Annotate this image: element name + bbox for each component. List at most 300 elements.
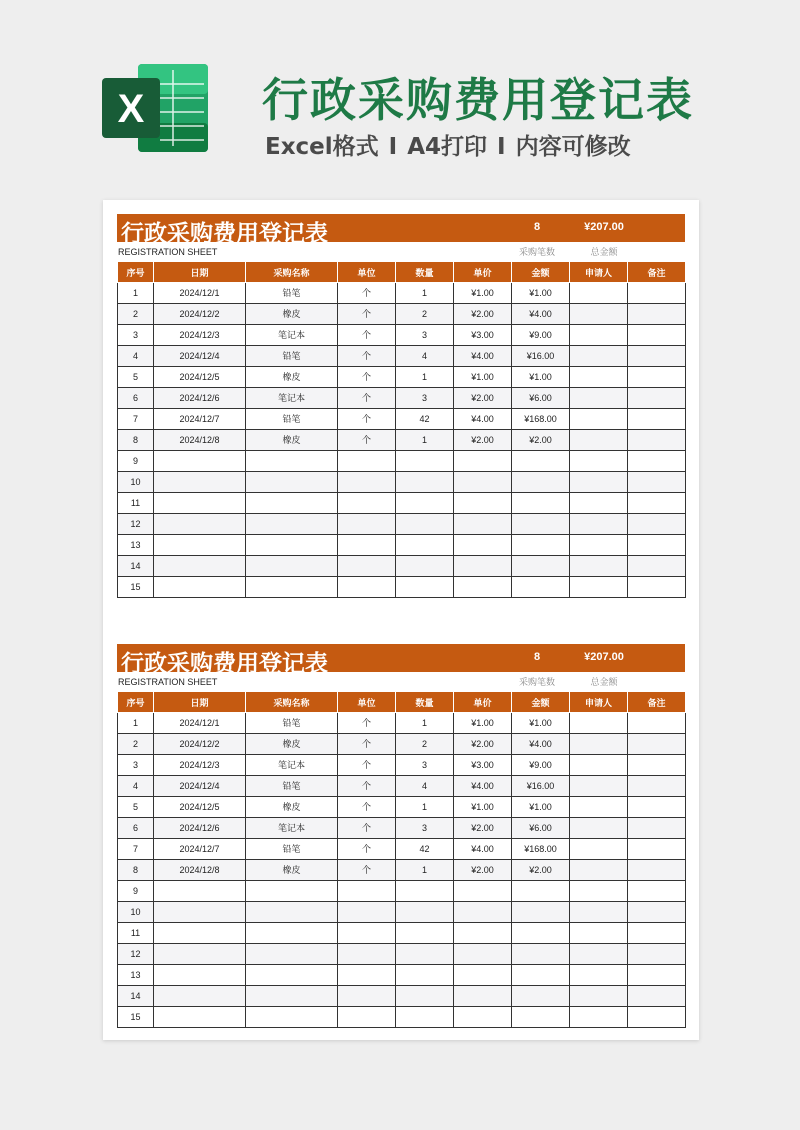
table-cell[interactable] — [628, 923, 686, 944]
table-cell[interactable] — [628, 734, 686, 755]
table-cell[interactable] — [570, 535, 628, 556]
table-cell[interactable]: 铅笔 — [246, 346, 338, 367]
table-cell[interactable] — [338, 944, 396, 965]
table-cell[interactable]: 橡皮 — [246, 734, 338, 755]
table-cell[interactable] — [396, 472, 454, 493]
table-cell[interactable]: 2024/12/5 — [154, 797, 246, 818]
table-cell[interactable]: 铅笔 — [246, 409, 338, 430]
table-row — [118, 776, 686, 797]
table-cell[interactable]: ¥1.00 — [454, 367, 512, 388]
table-cell[interactable] — [628, 346, 686, 367]
table-cell[interactable]: 8 — [118, 860, 154, 881]
table-cell[interactable] — [512, 535, 570, 556]
table-cell[interactable]: 个 — [338, 713, 396, 734]
table-cell[interactable]: 6 — [118, 818, 154, 839]
table-cell[interactable] — [246, 514, 338, 535]
table-cell[interactable] — [246, 472, 338, 493]
table-cell[interactable]: 15 — [118, 577, 154, 598]
table-cell[interactable]: 橡皮 — [246, 860, 338, 881]
table-cell[interactable] — [396, 944, 454, 965]
table-cell[interactable] — [246, 986, 338, 1007]
column-header: 数量 — [396, 262, 454, 283]
table-cell[interactable] — [570, 283, 628, 304]
table-cell[interactable]: ¥168.00 — [512, 839, 570, 860]
table-row — [118, 556, 686, 577]
table-cell[interactable] — [246, 944, 338, 965]
table-cell[interactable]: 2024/12/2 — [154, 734, 246, 755]
table-cell[interactable]: ¥2.00 — [512, 860, 570, 881]
table-cell[interactable] — [396, 1007, 454, 1028]
table-cell[interactable]: 个 — [338, 325, 396, 346]
table-cell[interactable]: 2024/12/4 — [154, 776, 246, 797]
table-cell[interactable]: 1 — [118, 283, 154, 304]
table-cell[interactable]: 1 — [396, 430, 454, 451]
table-cell[interactable]: 2 — [118, 734, 154, 755]
table-cell[interactable]: ¥4.00 — [454, 776, 512, 797]
table-cell[interactable] — [570, 493, 628, 514]
table-cell[interactable]: 铅笔 — [246, 713, 338, 734]
table-cell[interactable]: 2024/12/1 — [154, 283, 246, 304]
table-cell[interactable]: 7 — [118, 839, 154, 860]
table-cell[interactable] — [154, 535, 246, 556]
table-cell[interactable]: ¥1.00 — [512, 283, 570, 304]
table-cell[interactable] — [628, 776, 686, 797]
table-cell[interactable]: 6 — [118, 388, 154, 409]
table-cell[interactable] — [570, 923, 628, 944]
table-cell[interactable] — [396, 902, 454, 923]
table-cell[interactable] — [628, 535, 686, 556]
table-cell[interactable]: 4 — [396, 346, 454, 367]
table-cell[interactable] — [154, 965, 246, 986]
table-cell[interactable]: 铅笔 — [246, 776, 338, 797]
table-cell[interactable]: ¥1.00 — [512, 713, 570, 734]
table-cell[interactable] — [338, 965, 396, 986]
table-cell[interactable] — [338, 535, 396, 556]
table-cell[interactable] — [570, 409, 628, 430]
table-cell[interactable] — [570, 325, 628, 346]
table-cell[interactable] — [570, 776, 628, 797]
table-cell[interactable] — [628, 514, 686, 535]
table-cell[interactable]: ¥1.00 — [454, 283, 512, 304]
table-cell[interactable] — [454, 556, 512, 577]
table-cell[interactable] — [396, 514, 454, 535]
table-cell[interactable] — [628, 881, 686, 902]
table-cell[interactable]: 3 — [396, 818, 454, 839]
table-row — [118, 451, 686, 472]
table-cell[interactable]: 铅笔 — [246, 839, 338, 860]
table-cell[interactable] — [454, 451, 512, 472]
table-cell[interactable] — [454, 923, 512, 944]
table-cell[interactable] — [628, 986, 686, 1007]
table-cell[interactable]: 1 — [396, 367, 454, 388]
table-cell[interactable]: 2 — [396, 304, 454, 325]
table-cell[interactable]: ¥6.00 — [512, 818, 570, 839]
table-cell[interactable]: 个 — [338, 346, 396, 367]
table-cell[interactable] — [454, 472, 512, 493]
table-cell[interactable]: 13 — [118, 965, 154, 986]
table-cell[interactable] — [338, 451, 396, 472]
table-cell[interactable] — [338, 493, 396, 514]
table-cell[interactable] — [628, 902, 686, 923]
table-cell[interactable] — [628, 451, 686, 472]
table-cell[interactable] — [338, 881, 396, 902]
total-amount-label: 总金额 — [590, 247, 618, 257]
table-cell[interactable]: 2024/12/2 — [154, 304, 246, 325]
table-cell[interactable]: 橡皮 — [246, 367, 338, 388]
table-cell[interactable] — [628, 860, 686, 881]
table-row — [118, 325, 686, 346]
table-cell[interactable]: 3 — [396, 325, 454, 346]
table-cell[interactable] — [338, 472, 396, 493]
table-cell[interactable] — [246, 923, 338, 944]
table-cell[interactable]: 2024/12/7 — [154, 409, 246, 430]
table-cell[interactable]: 4 — [118, 346, 154, 367]
table-cell[interactable]: 个 — [338, 734, 396, 755]
table-cell[interactable]: 笔记本 — [246, 755, 338, 776]
table-cell[interactable] — [570, 577, 628, 598]
table-cell[interactable] — [628, 388, 686, 409]
table-cell[interactable]: 10 — [118, 902, 154, 923]
table-cell[interactable]: ¥4.00 — [454, 839, 512, 860]
table-cell[interactable] — [628, 556, 686, 577]
table-cell[interactable] — [154, 577, 246, 598]
table-cell[interactable] — [454, 1007, 512, 1028]
table-cell[interactable]: ¥1.00 — [454, 713, 512, 734]
table-cell[interactable] — [454, 577, 512, 598]
table-cell[interactable]: 11 — [118, 493, 154, 514]
table-cell[interactable] — [454, 944, 512, 965]
table-cell[interactable]: ¥3.00 — [454, 325, 512, 346]
table-cell[interactable]: ¥4.00 — [454, 346, 512, 367]
table-cell[interactable] — [154, 451, 246, 472]
table-row — [118, 346, 686, 367]
table-cell[interactable]: ¥9.00 — [512, 755, 570, 776]
table-cell[interactable] — [570, 818, 628, 839]
table-cell[interactable] — [628, 367, 686, 388]
table-cell[interactable] — [154, 881, 246, 902]
table-cell[interactable] — [570, 860, 628, 881]
table-cell[interactable] — [454, 881, 512, 902]
table-cell[interactable]: ¥16.00 — [512, 776, 570, 797]
table-cell[interactable] — [628, 839, 686, 860]
table-cell[interactable] — [512, 493, 570, 514]
table-row — [118, 944, 686, 965]
table-cell[interactable] — [570, 839, 628, 860]
table-cell[interactable]: 9 — [118, 451, 154, 472]
table-cell[interactable] — [628, 430, 686, 451]
table-cell[interactable]: ¥4.00 — [512, 734, 570, 755]
table-cell[interactable]: ¥2.00 — [454, 304, 512, 325]
table-cell[interactable]: 2024/12/8 — [154, 860, 246, 881]
table-cell[interactable] — [246, 1007, 338, 1028]
table-cell[interactable] — [396, 556, 454, 577]
table-cell[interactable] — [396, 451, 454, 472]
table-row — [118, 514, 686, 535]
table-cell[interactable]: 1 — [396, 283, 454, 304]
table-cell[interactable]: 1 — [396, 860, 454, 881]
table-cell[interactable] — [512, 1007, 570, 1028]
table-cell[interactable]: ¥16.00 — [512, 346, 570, 367]
table-cell[interactable] — [570, 304, 628, 325]
table-cell[interactable] — [338, 923, 396, 944]
register-table — [117, 262, 686, 598]
table-cell[interactable] — [570, 965, 628, 986]
table-cell[interactable]: 42 — [396, 839, 454, 860]
table-cell[interactable]: 笔记本 — [246, 388, 338, 409]
table-cell[interactable]: ¥3.00 — [454, 755, 512, 776]
table-cell[interactable] — [512, 881, 570, 902]
table-cell[interactable]: 3 — [118, 755, 154, 776]
table-cell[interactable] — [512, 472, 570, 493]
table-cell[interactable] — [570, 734, 628, 755]
column-header: 序号 — [118, 692, 154, 713]
table-cell[interactable] — [570, 514, 628, 535]
table-row — [118, 304, 686, 325]
table-cell[interactable]: 3 — [118, 325, 154, 346]
table-cell[interactable]: ¥2.00 — [454, 388, 512, 409]
table-cell[interactable] — [570, 346, 628, 367]
table-cell[interactable] — [154, 944, 246, 965]
table-cell[interactable]: 2 — [396, 734, 454, 755]
table-row — [118, 430, 686, 451]
table-cell[interactable]: 5 — [118, 367, 154, 388]
table-cell[interactable] — [570, 881, 628, 902]
table-cell[interactable]: 3 — [396, 755, 454, 776]
table-cell[interactable]: 个 — [338, 839, 396, 860]
table-cell[interactable] — [512, 556, 570, 577]
table-cell[interactable] — [396, 577, 454, 598]
table-cell[interactable]: 10 — [118, 472, 154, 493]
table-cell[interactable] — [628, 1007, 686, 1028]
table-cell[interactable] — [628, 965, 686, 986]
table-cell[interactable]: 2024/12/4 — [154, 346, 246, 367]
table-cell[interactable]: 橡皮 — [246, 304, 338, 325]
table-cell[interactable] — [570, 902, 628, 923]
table-cell[interactable]: 11 — [118, 923, 154, 944]
table-cell[interactable]: 个 — [338, 304, 396, 325]
table-cell[interactable] — [628, 409, 686, 430]
table-cell[interactable] — [338, 556, 396, 577]
table-cell[interactable] — [570, 556, 628, 577]
table-cell[interactable] — [628, 325, 686, 346]
table-cell[interactable]: 个 — [338, 818, 396, 839]
table-cell[interactable]: 个 — [338, 283, 396, 304]
table-cell[interactable] — [154, 493, 246, 514]
table-cell[interactable] — [396, 881, 454, 902]
table-cell[interactable] — [628, 818, 686, 839]
table-cell[interactable] — [246, 965, 338, 986]
table-cell[interactable] — [628, 283, 686, 304]
table-cell[interactable] — [154, 556, 246, 577]
table-row — [118, 818, 686, 839]
table-row — [118, 472, 686, 493]
table-cell[interactable] — [512, 577, 570, 598]
table-cell[interactable]: 橡皮 — [246, 430, 338, 451]
table-cell[interactable]: 1 — [118, 713, 154, 734]
table-cell[interactable] — [570, 986, 628, 1007]
table-cell[interactable] — [246, 451, 338, 472]
table-cell[interactable]: 9 — [118, 881, 154, 902]
table-cell[interactable]: ¥1.00 — [512, 797, 570, 818]
table-cell[interactable]: 7 — [118, 409, 154, 430]
table-cell[interactable] — [628, 713, 686, 734]
table-cell[interactable] — [454, 902, 512, 923]
table-cell[interactable]: ¥6.00 — [512, 388, 570, 409]
table-cell[interactable] — [628, 755, 686, 776]
table-cell[interactable] — [154, 986, 246, 1007]
table-row — [118, 388, 686, 409]
table-cell[interactable]: 2024/12/3 — [154, 325, 246, 346]
table-cell[interactable] — [246, 493, 338, 514]
table-cell[interactable]: 铅笔 — [246, 283, 338, 304]
table-cell[interactable]: ¥2.00 — [454, 734, 512, 755]
table-cell[interactable] — [628, 577, 686, 598]
table-cell[interactable] — [570, 451, 628, 472]
table-cell[interactable] — [396, 535, 454, 556]
table-cell[interactable]: 个 — [338, 409, 396, 430]
table-cell[interactable] — [454, 535, 512, 556]
header — [0, 0, 800, 185]
table-cell[interactable]: 2024/12/3 — [154, 755, 246, 776]
table-cell[interactable] — [512, 923, 570, 944]
table-cell[interactable]: 2024/12/6 — [154, 818, 246, 839]
table-row — [118, 493, 686, 514]
table-cell[interactable]: 42 — [396, 409, 454, 430]
table-cell[interactable]: 12 — [118, 514, 154, 535]
table-cell[interactable]: 个 — [338, 797, 396, 818]
table-cell[interactable] — [246, 556, 338, 577]
table-cell[interactable] — [512, 944, 570, 965]
table-cell[interactable]: 12 — [118, 944, 154, 965]
table-cell[interactable] — [570, 388, 628, 409]
table-cell[interactable]: 2024/12/5 — [154, 367, 246, 388]
table-cell[interactable] — [628, 304, 686, 325]
table-cell[interactable] — [628, 944, 686, 965]
table-cell[interactable] — [154, 902, 246, 923]
table-cell[interactable] — [338, 514, 396, 535]
table-cell[interactable]: ¥2.00 — [454, 430, 512, 451]
table-cell[interactable] — [512, 451, 570, 472]
table-cell[interactable]: ¥4.00 — [454, 409, 512, 430]
table-cell[interactable] — [246, 881, 338, 902]
table-cell[interactable] — [338, 1007, 396, 1028]
table-cell[interactable] — [570, 755, 628, 776]
table-cell[interactable]: 3 — [396, 388, 454, 409]
subtitle-print: A4打印 — [407, 134, 488, 160]
table-cell[interactable] — [338, 577, 396, 598]
table-cell[interactable] — [512, 514, 570, 535]
table-cell[interactable] — [396, 986, 454, 1007]
purchase-count-label: 采购笔数 — [518, 677, 555, 687]
sheet-banner — [117, 644, 685, 677]
table-cell[interactable]: 笔记本 — [246, 818, 338, 839]
column-header: 金额 — [512, 692, 570, 713]
table-cell[interactable] — [454, 986, 512, 1007]
table-cell[interactable] — [338, 902, 396, 923]
table-cell[interactable]: 2024/12/6 — [154, 388, 246, 409]
table-cell[interactable]: 8 — [118, 430, 154, 451]
table-cell[interactable]: 1 — [396, 797, 454, 818]
table-cell[interactable] — [454, 514, 512, 535]
table-cell[interactable]: ¥2.00 — [454, 860, 512, 881]
table-row — [118, 734, 686, 755]
table-cell[interactable]: ¥4.00 — [512, 304, 570, 325]
table-cell[interactable]: 2 — [118, 304, 154, 325]
table-cell[interactable]: 5 — [118, 797, 154, 818]
table-cell[interactable] — [570, 797, 628, 818]
table-cell[interactable] — [454, 493, 512, 514]
table-cell[interactable] — [512, 965, 570, 986]
table-cell[interactable] — [628, 493, 686, 514]
table-cell[interactable]: ¥1.00 — [454, 797, 512, 818]
purchase-count-value: 8 — [533, 651, 541, 663]
table-cell[interactable]: 13 — [118, 535, 154, 556]
table-cell[interactable] — [246, 577, 338, 598]
purchase-count-label: 采购笔数 — [518, 247, 555, 257]
table-cell[interactable] — [512, 986, 570, 1007]
table-cell[interactable]: 4 — [118, 776, 154, 797]
table-cell[interactable] — [628, 797, 686, 818]
table-cell[interactable]: ¥1.00 — [512, 367, 570, 388]
table-cell[interactable] — [338, 986, 396, 1007]
table-cell[interactable] — [396, 923, 454, 944]
table-cell[interactable] — [396, 965, 454, 986]
table-cell[interactable] — [454, 965, 512, 986]
table-cell[interactable]: 15 — [118, 1007, 154, 1028]
table-cell[interactable] — [628, 472, 686, 493]
column-header: 序号 — [118, 262, 154, 283]
table-cell[interactable] — [154, 472, 246, 493]
table-row — [118, 860, 686, 881]
table-cell[interactable]: 2024/12/8 — [154, 430, 246, 451]
table-cell[interactable]: 个 — [338, 776, 396, 797]
table-cell[interactable] — [570, 367, 628, 388]
table-cell[interactable]: 2024/12/7 — [154, 839, 246, 860]
table-cell[interactable] — [570, 1007, 628, 1028]
table-cell[interactable]: 14 — [118, 986, 154, 1007]
table-cell[interactable]: 个 — [338, 755, 396, 776]
table-cell[interactable]: ¥2.00 — [454, 818, 512, 839]
table-cell[interactable] — [512, 902, 570, 923]
table-cell[interactable]: ¥2.00 — [512, 430, 570, 451]
subtitle-editable: 内容可修改 — [515, 134, 631, 160]
total-amount-value: ¥207.00 — [584, 221, 624, 233]
table-cell[interactable]: 4 — [396, 776, 454, 797]
table-cell[interactable]: 个 — [338, 367, 396, 388]
table-cell[interactable]: 个 — [338, 860, 396, 881]
table-cell[interactable] — [246, 535, 338, 556]
table-cell[interactable]: 个 — [338, 430, 396, 451]
table-cell[interactable] — [570, 430, 628, 451]
table-cell[interactable] — [154, 923, 246, 944]
table-cell[interactable]: 1 — [396, 713, 454, 734]
excel-logo-icon — [100, 58, 212, 158]
table-cell[interactable]: ¥9.00 — [512, 325, 570, 346]
table-cell[interactable] — [570, 944, 628, 965]
table-cell[interactable]: 2024/12/1 — [154, 713, 246, 734]
table-cell[interactable]: 14 — [118, 556, 154, 577]
table-cell[interactable] — [154, 514, 246, 535]
table-cell[interactable] — [570, 713, 628, 734]
table-cell[interactable]: 橡皮 — [246, 797, 338, 818]
table-cell[interactable]: ¥168.00 — [512, 409, 570, 430]
table-cell[interactable]: 个 — [338, 388, 396, 409]
table-cell[interactable] — [396, 493, 454, 514]
table-cell[interactable]: 笔记本 — [246, 325, 338, 346]
table-cell[interactable] — [570, 472, 628, 493]
table-cell[interactable] — [154, 1007, 246, 1028]
table-cell[interactable] — [246, 902, 338, 923]
